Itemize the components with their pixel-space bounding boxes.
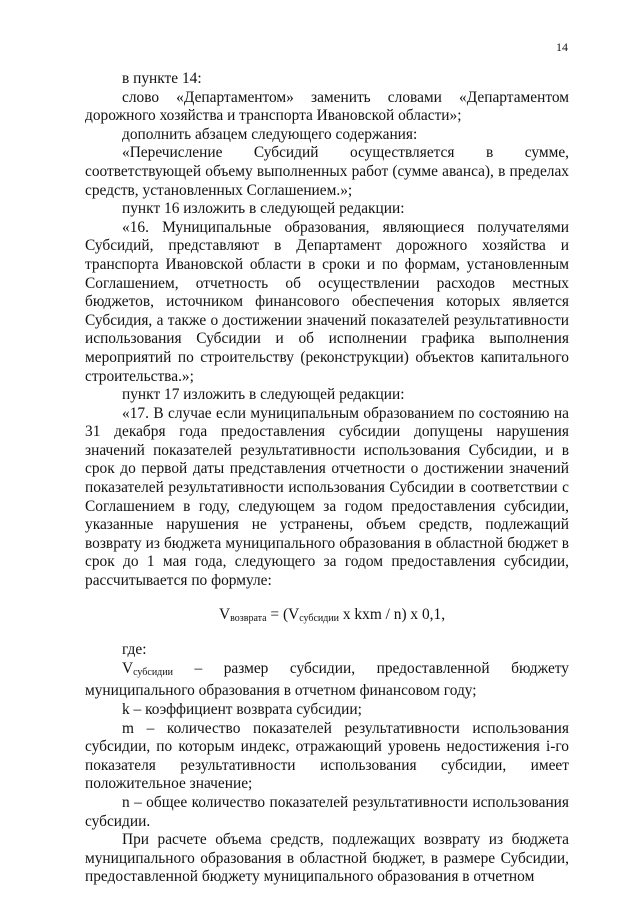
paragraph-4: «Перечисление Субсидий осуществляется в сумме, соответствующей объему выполненных работ (сумме аванса), в пределах средств, установленных Соглашением.»; bbox=[85, 144, 569, 199]
paragraph-2: слово «Департаментом» заменить словами «Департаментом дорожного хозяйства и транспорта Ивановской области»; bbox=[85, 88, 569, 125]
definition-v bbox=[85, 660, 569, 701]
paragraph-8: «17. В случае если муниципальным образованием по состоянию на 31 декабря года предоставления субсидии допущены нарушения значений показателей результативности использования Субсидии, и в срок до первой даты представления отчетности о достижении значений показателей результативности использования Субсидии в соответствии с Соглашением в году, следующем за годом предоставления субсидии, указанные нарушения не устранены, объем средств, подлежащий возврату из бюджета муниципального образования в областной бюджет в срок до 1 мая года, следующего за годом предоставления субсидии, рассчитывается по формуле: bbox=[85, 404, 569, 590]
document-body bbox=[85, 70, 569, 887]
final-paragraph: При расчете объема средств, подлежащих возврату из бюджета муниципального образования в областной бюджет, в размере Субсидии, предоставленной бюджету муниципального образования в отчетном bbox=[85, 831, 569, 886]
definition-m: m – количество показателей результативности использования субсидии, по которым индекс, отражающий уровень недостижения i-го показателя результативности использования субсидии, имеет положительное значение; bbox=[85, 719, 569, 793]
formula-sub-return: возврата bbox=[230, 612, 267, 624]
formula-tail: x kxm / n) x 0,1, bbox=[339, 605, 446, 623]
definition-v-sub: субсидии bbox=[133, 666, 173, 678]
return-formula bbox=[85, 606, 569, 629]
definition-k: k – коэффициент возврата субсидии; bbox=[122, 701, 362, 718]
paragraph-1: в пункте 14: bbox=[122, 70, 202, 87]
paragraph-6: «16. Муниципальные образования, являющиеся получателями Субсидий, представляют в Департамент дорожного хозяйства и транспорта Ивановской области в сроки и по формам, установленным Соглашением, отчетность об осуществлении расходов местных бюджетов, источником финансового обеспечения которых является Субсидия, а также о достижении значений показателей результативности использования Субсидии и об исполнении графика выполнения мероприятий по строительству (реконструкции) объектов капитального строительства.»; bbox=[85, 218, 569, 385]
formula-sub-subsidy: субсидии bbox=[299, 612, 340, 624]
definition-v-text: – размер субсидии, предоставленной бюджету муниципального образования в отчетном финансовом году; bbox=[85, 659, 569, 700]
paragraph-5: пункт 16 изложить в следующей редакции: bbox=[122, 200, 405, 218]
definition-n: n – общее количество показателей результативности использования субсидии. bbox=[85, 793, 569, 830]
paragraph-7: пункт 17 изложить в следующей редакции: bbox=[122, 386, 405, 404]
formula-middle: = (V bbox=[266, 605, 300, 623]
definition-v-symbol: V bbox=[122, 659, 134, 677]
where-label: где: bbox=[122, 641, 147, 659]
formula-v-symbol: V bbox=[219, 605, 231, 623]
paragraph-3: дополнить абзацем следующего содержания: bbox=[122, 125, 418, 143]
page-number: 14 bbox=[556, 40, 568, 54]
